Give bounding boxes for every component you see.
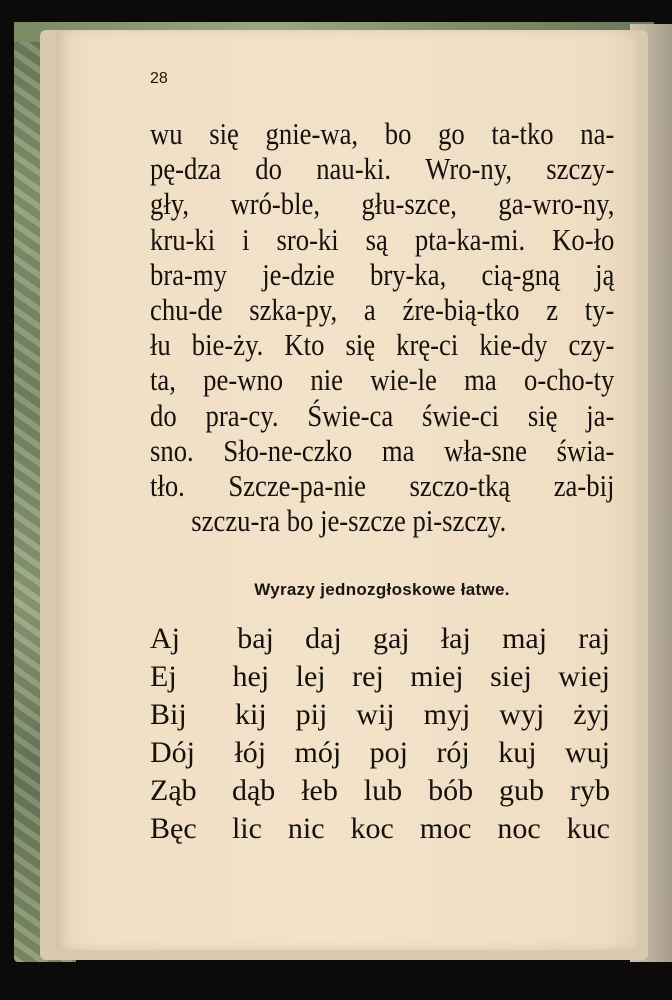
passage-line bbox=[150, 257, 614, 292]
passage-word: Szcze-pa-nie bbox=[228, 467, 366, 503]
word-cell: dąb bbox=[231, 774, 276, 807]
passage-word: bra-my bbox=[150, 256, 227, 292]
passage-word: kie-dy bbox=[479, 327, 548, 363]
passage-word: tło. bbox=[150, 467, 185, 503]
passage-line bbox=[150, 362, 614, 397]
passage-word: ma bbox=[381, 432, 415, 468]
passage-word: ty- bbox=[584, 291, 615, 327]
word-grid bbox=[150, 620, 610, 848]
passage-line bbox=[150, 222, 614, 257]
passage-word: do bbox=[255, 151, 282, 187]
word-cell: daj bbox=[305, 622, 342, 655]
passage-word: ta, bbox=[150, 362, 176, 398]
passage-word: się bbox=[527, 397, 558, 433]
passage-line bbox=[150, 292, 614, 327]
passage-word: bry-ka, bbox=[369, 256, 447, 292]
passage-line bbox=[150, 116, 614, 151]
word-cell: kij bbox=[234, 698, 267, 731]
word-row bbox=[150, 810, 610, 848]
passage-word: chu-de bbox=[150, 291, 223, 327]
passage-word: się bbox=[209, 116, 239, 151]
passage-word: do bbox=[150, 397, 177, 433]
passage-word: gły, bbox=[150, 186, 190, 222]
passage-line bbox=[150, 468, 614, 503]
word-cell: rój bbox=[436, 736, 470, 769]
passage-word: ma bbox=[464, 362, 497, 398]
word-cell: noc bbox=[497, 812, 541, 845]
word-cell: łaj bbox=[440, 622, 471, 655]
passage-line: szczu-ra bo je-szcze pi-szczy. bbox=[191, 503, 507, 539]
passage-word: czy- bbox=[568, 327, 615, 363]
passage-word: na- bbox=[580, 116, 615, 151]
word-cell: kuj bbox=[498, 736, 537, 769]
passage-word: ga-wro-ny, bbox=[498, 186, 615, 222]
word-cell: ryb bbox=[569, 774, 610, 807]
word-cell: wij bbox=[356, 698, 395, 731]
passage-word: szka-py, bbox=[249, 291, 338, 327]
passage-word: bo bbox=[384, 116, 412, 151]
passage-word: o-cho-ty bbox=[524, 362, 615, 398]
passage-word: łu bbox=[150, 327, 171, 363]
word-cell: wyj bbox=[499, 698, 545, 731]
word-row bbox=[150, 734, 610, 772]
word-cell: łeb bbox=[301, 774, 338, 807]
word-cell: hej bbox=[232, 660, 270, 693]
passage-line bbox=[150, 433, 614, 468]
passage-word: go bbox=[438, 116, 465, 151]
word-cell: Dój bbox=[150, 736, 195, 769]
passage-word: pę-dza bbox=[150, 151, 222, 187]
passage-word: ja- bbox=[586, 397, 615, 433]
passage-word: szczy- bbox=[546, 151, 615, 187]
passage-word: i bbox=[242, 221, 250, 257]
word-cell: myj bbox=[423, 698, 471, 731]
word-cell: Ząb bbox=[150, 774, 197, 807]
passage-word: Ko-ło bbox=[552, 221, 615, 257]
passage-word: wie-le bbox=[370, 362, 437, 398]
word-cell: miej bbox=[410, 660, 464, 693]
passage-word: źre-bią-tko bbox=[402, 291, 520, 327]
word-cell: lej bbox=[295, 660, 326, 693]
passage-word: głu-szce, bbox=[361, 186, 457, 222]
word-cell: Aj bbox=[150, 622, 180, 655]
passage-word: Świe-ca bbox=[307, 397, 394, 433]
passage-word: pta-ka-mi. bbox=[414, 221, 526, 257]
passage-word: są bbox=[365, 221, 388, 257]
word-cell: koc bbox=[350, 812, 394, 845]
passage-word: je-dzie bbox=[262, 256, 335, 292]
word-cell: lub bbox=[363, 774, 403, 807]
passage-word: Wro-ny, bbox=[425, 151, 513, 187]
passage-word: wła-sne bbox=[444, 432, 527, 468]
passage-word: wu bbox=[150, 116, 183, 151]
word-row bbox=[150, 658, 610, 696]
passage-word: wró-ble, bbox=[230, 186, 321, 222]
passage-word: bie-ży. bbox=[191, 327, 264, 363]
section-heading: Wyrazy jednozgłoskowe łatwe. bbox=[254, 580, 510, 599]
passage-word: cią-gną bbox=[481, 256, 560, 292]
word-cell: wiej bbox=[558, 660, 610, 693]
word-cell: kuc bbox=[566, 812, 610, 845]
passage-word: szczo-tką bbox=[409, 467, 511, 503]
passage-word: krę-ci bbox=[396, 327, 459, 363]
word-cell: mój bbox=[294, 736, 342, 769]
word-cell: maj bbox=[502, 622, 548, 655]
passage-word: pra-cy. bbox=[205, 397, 279, 433]
word-cell: gub bbox=[499, 774, 545, 807]
word-cell: moc bbox=[419, 812, 472, 845]
passage-word: nie bbox=[310, 362, 344, 398]
passage-word: gnie-wa, bbox=[265, 116, 359, 151]
word-cell: poj bbox=[369, 736, 408, 769]
passage-line bbox=[150, 186, 614, 221]
word-cell: łój bbox=[234, 736, 267, 769]
passage-word: pe-wno bbox=[203, 362, 284, 398]
passage-word: świe-ci bbox=[422, 397, 500, 433]
word-cell: lic bbox=[231, 812, 262, 845]
word-cell: nic bbox=[287, 812, 325, 845]
passage-word: z bbox=[546, 291, 559, 327]
passage-word: sro-ki bbox=[276, 221, 339, 257]
passage-line bbox=[150, 327, 614, 362]
passage-word: za-bij bbox=[553, 467, 615, 503]
word-cell: baj bbox=[237, 622, 274, 655]
word-cell: rej bbox=[352, 660, 384, 693]
passage-word: ją bbox=[595, 256, 615, 292]
passage-word: się bbox=[345, 327, 376, 363]
word-cell: Bij bbox=[150, 698, 187, 731]
reading-passage bbox=[150, 116, 615, 539]
passage-word: Kto bbox=[284, 327, 325, 363]
word-cell: raj bbox=[578, 622, 610, 655]
word-cell: siej bbox=[490, 660, 532, 693]
word-cell: wuj bbox=[564, 736, 610, 769]
word-cell: gaj bbox=[372, 622, 410, 655]
word-cell: Ej bbox=[150, 660, 177, 693]
page-number: 28 bbox=[150, 70, 168, 87]
passage-line bbox=[150, 151, 614, 186]
word-cell: żyj bbox=[573, 698, 610, 731]
passage-word: sno. bbox=[150, 432, 194, 468]
passage-word: Sło-ne-czko bbox=[223, 432, 353, 468]
word-row bbox=[150, 772, 610, 810]
word-row bbox=[150, 696, 610, 734]
passage-word: ta-tko bbox=[491, 116, 554, 151]
passage-word: a bbox=[363, 291, 376, 327]
word-cell: pij bbox=[295, 698, 328, 731]
word-cell: bób bbox=[428, 774, 474, 807]
word-cell: Bęc bbox=[150, 812, 197, 845]
word-row bbox=[150, 620, 610, 658]
passage-word: kru-ki bbox=[150, 221, 216, 257]
passage-word: świa- bbox=[556, 432, 615, 468]
passage-word: nau-ki. bbox=[316, 151, 391, 187]
passage-line bbox=[150, 398, 614, 433]
